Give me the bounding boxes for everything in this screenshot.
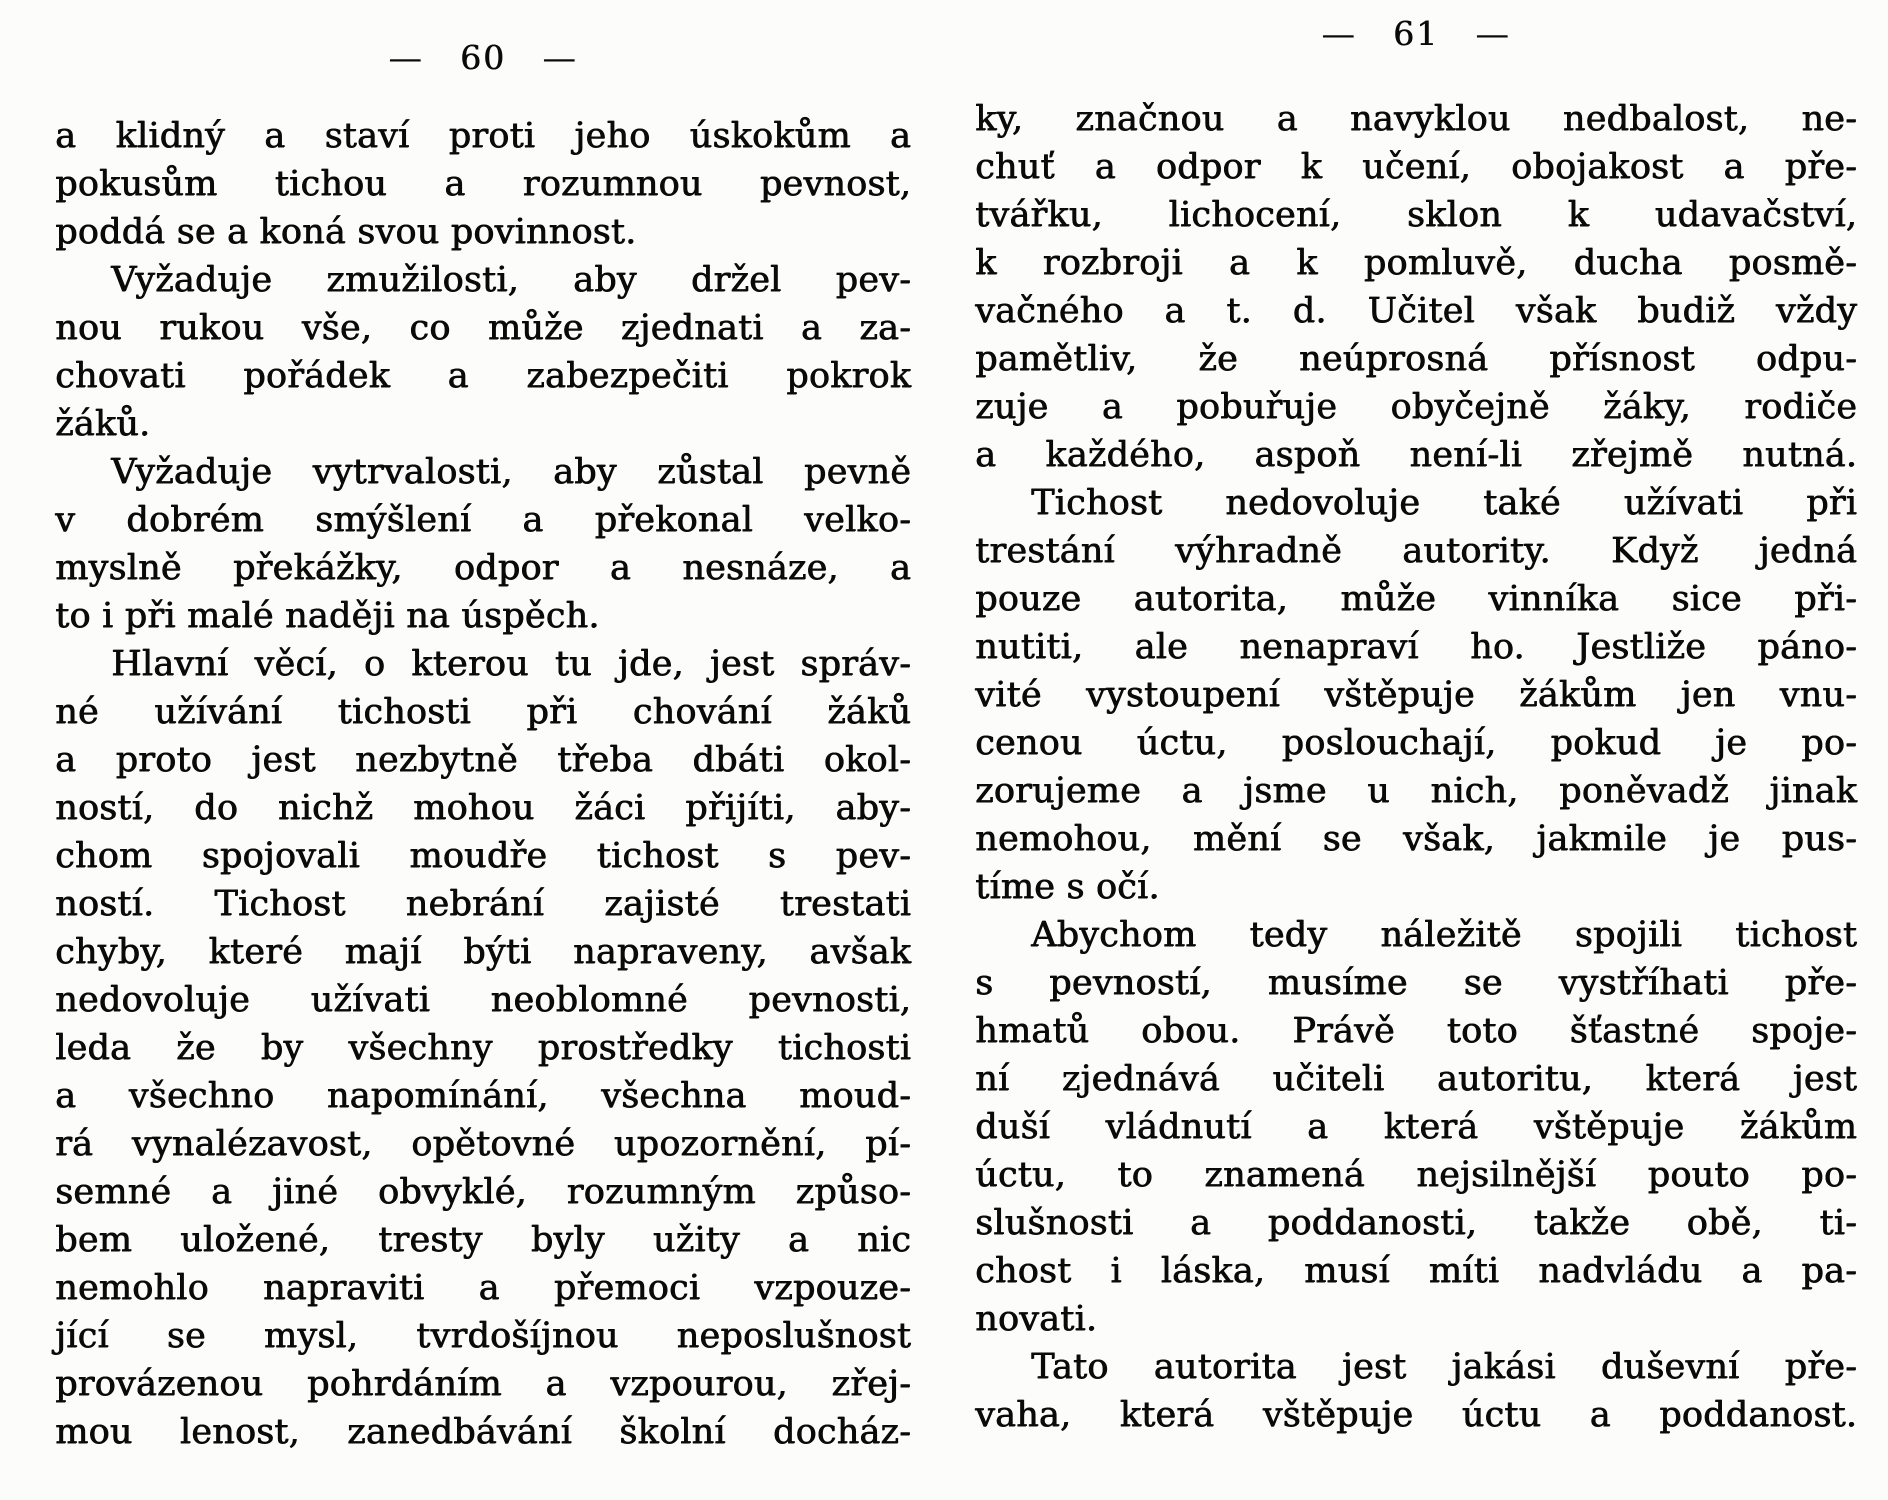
text-line: to i při malé naději na úspěch.	[55, 596, 600, 636]
text-line: tíme s očí.	[975, 867, 1160, 907]
text-line: pokusům tichou a rozumnou pevnost,	[55, 164, 911, 204]
page-61-text-column	[975, 95, 1857, 1439]
text-line: novati.	[975, 1299, 1098, 1339]
text-line: zuje a pobuřuje obyčejně žáky, rodiče	[975, 387, 1857, 427]
text-line: Tato autorita jest jakási duševní pře-	[1031, 1347, 1857, 1387]
text-line: vité vystoupení vštěpuje žákům jen vnu-	[975, 675, 1857, 715]
text-line: Vyžaduje zmužilosti, aby držel pev-	[111, 260, 911, 300]
text-line: vaha, která vštěpuje úctu a poddanost.	[975, 1395, 1857, 1435]
page-number-61: — 61 —	[1321, 14, 1511, 53]
text-line: provázenou pohrdáním a vzpourou, zřej-	[55, 1364, 911, 1404]
text-line: Abychom tedy náležitě spojili tichost	[1031, 915, 1857, 955]
text-line: chuť a odpor k učení, obojakost a pře-	[975, 147, 1857, 187]
text-line: chom spojovali moudře tichost s pev-	[55, 836, 911, 876]
page-60-text-column	[55, 112, 911, 1456]
text-line: rá vynalézavost, opětovné upozornění, pí-	[55, 1124, 911, 1164]
text-line: pouze autorita, může vinníka sice při-	[975, 579, 1857, 619]
text-line: Vyžaduje vytrvalosti, aby zůstal pevně	[111, 452, 911, 492]
text-line: bem uložené, tresty byly užity a nic	[55, 1220, 911, 1260]
text-line: nou rukou vše, co může zjednati a za-	[55, 308, 911, 348]
text-line: a klidný a staví proti jeho úskokům a	[55, 116, 911, 156]
text-line: chyby, které mají býti napraveny, avšak	[55, 932, 911, 972]
text-line: žáků.	[55, 404, 151, 444]
text-line: k rozbroji a k pomluvě, ducha posmě-	[975, 243, 1857, 283]
text-line: a všechno napomínání, všechna moud-	[55, 1076, 911, 1116]
text-line: né užívání tichosti při chování žáků	[55, 692, 911, 732]
text-line: trestání výhradně autority. Když jedná	[975, 531, 1857, 571]
text-line: nemohlo napraviti a přemoci vzpouze-	[55, 1268, 911, 1308]
text-line: a každého, aspoň není-li zřejmě nutná.	[975, 435, 1857, 475]
text-line: nutiti, ale nenapraví ho. Jestliže páno-	[975, 627, 1857, 667]
text-line: vačného a t. d. Učitel však budiž vždy	[975, 291, 1857, 331]
text-line: s pevností, musíme se vystříhati pře-	[975, 963, 1857, 1003]
text-line: nemohou, mění se však, jakmile je pus-	[975, 819, 1857, 859]
text-line: duší vládnutí a která vštěpuje žákům	[975, 1107, 1857, 1147]
text-line: a proto jest nezbytně třeba dbáti okol-	[55, 740, 911, 780]
text-line: zorujeme a jsme u nich, poněvadž jinak	[975, 771, 1857, 811]
text-line: tvářku, lichocení, sklon k udavačství,	[975, 195, 1857, 235]
text-line: slušnosti a poddanosti, takže obě, ti-	[975, 1203, 1857, 1243]
text-line: semné a jiné obvyklé, rozumným způso-	[55, 1172, 911, 1212]
text-line: mou lenost, zanedbávání školní docház-	[55, 1412, 911, 1452]
text-line: myslně překážky, odpor a nesnáze, a	[55, 548, 911, 588]
text-line: nedovoluje užívati neoblomné pevnosti,	[55, 980, 911, 1020]
text-line: ky, značnou a navyklou nedbalost, ne-	[975, 99, 1857, 139]
text-line: hmatů obou. Právě toto šťastné spoje-	[975, 1011, 1857, 1051]
text-line: v dobrém smýšlení a překonal velko-	[55, 500, 911, 540]
text-line: Hlavní věcí, o kterou tu jde, jest správ-	[111, 644, 911, 684]
text-line: jící se mysl, tvrdošíjnou neposlušnost	[55, 1316, 911, 1356]
page-number-60: — 60 —	[388, 38, 578, 77]
text-line: leda že by všechny prostředky tichosti	[55, 1028, 911, 1068]
text-line: ností, do nichž mohou žáci přijíti, aby-	[55, 788, 911, 828]
text-line: chost i láska, musí míti nadvládu a pa-	[975, 1251, 1857, 1291]
text-line: Tichost nedovoluje také užívati při	[1031, 483, 1857, 523]
text-line: ní zjednává učiteli autoritu, která jest	[975, 1059, 1857, 1099]
text-line: úctu, to znamená nejsilnější pouto po-	[975, 1155, 1857, 1195]
text-line: cenou úctu, poslouchají, pokud je po-	[975, 723, 1857, 763]
text-line: poddá se a koná svou povinnost.	[55, 212, 637, 252]
text-line: ností. Tichost nebrání zajisté trestati	[55, 884, 911, 924]
text-line: chovati pořádek a zabezpečiti pokrok	[55, 356, 911, 396]
text-line: pamětliv, že neúprosná přísnost odpu-	[975, 339, 1857, 379]
